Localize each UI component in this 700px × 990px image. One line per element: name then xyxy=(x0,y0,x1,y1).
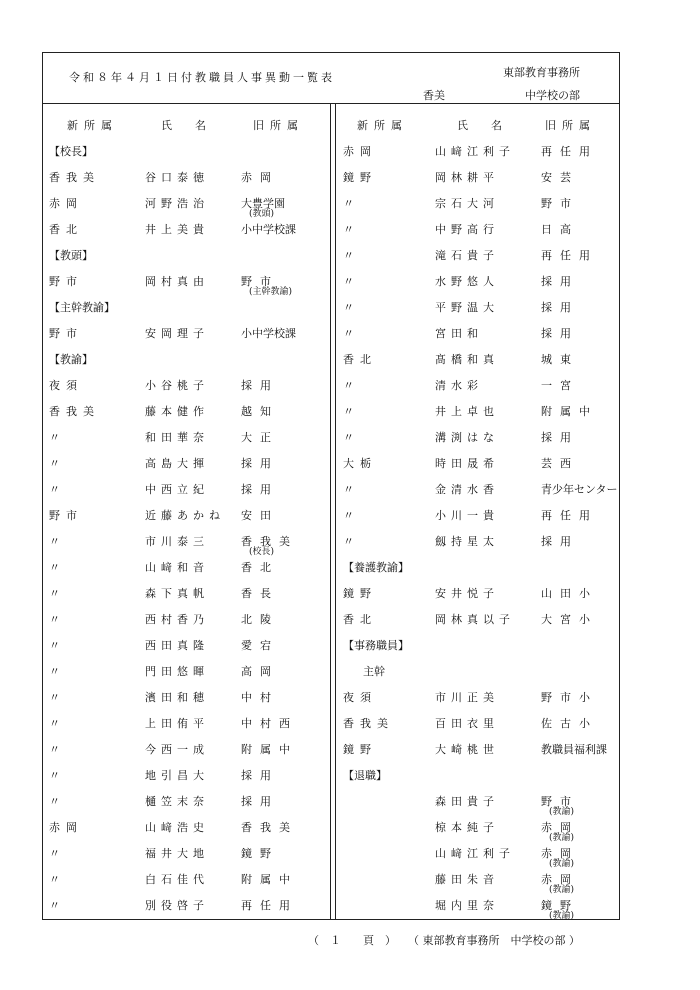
staff-name: 和田華奈 xyxy=(145,431,209,444)
table-row xyxy=(43,145,621,171)
old-affiliation: 鏡野 xyxy=(241,847,279,860)
staff-name: 井上卓也 xyxy=(435,405,499,418)
staff-name: 森下真帆 xyxy=(145,587,209,600)
former-position-note: (主幹教諭) xyxy=(249,287,293,297)
staff-name: 森田貴子 xyxy=(435,795,499,808)
staff-name: 岡林真以子 xyxy=(435,613,515,626)
table-row xyxy=(43,899,621,925)
old-affiliation: 採用 xyxy=(241,457,279,470)
category-label: 【養護教諭】 xyxy=(343,561,409,574)
staff-name: 大崎桃世 xyxy=(435,743,499,756)
table-row xyxy=(43,535,621,561)
former-position-note: (教頭) xyxy=(249,209,275,219)
old-affiliation: 高岡 xyxy=(241,665,279,678)
new-affiliation: 〃 xyxy=(343,327,360,340)
old-affiliation: 越知 xyxy=(241,405,279,418)
new-affiliation: 〃 xyxy=(343,197,360,210)
staff-name: 濱田和穂 xyxy=(145,691,209,704)
staff-name: 宗石大河 xyxy=(435,197,499,210)
left-header-new: 新所属 xyxy=(67,119,118,132)
table-row xyxy=(43,691,621,717)
category-heading xyxy=(43,639,621,665)
new-affiliation: 〃 xyxy=(49,587,66,600)
table-row xyxy=(43,301,621,327)
table-row xyxy=(43,405,621,431)
old-affiliation: 香我美 xyxy=(241,821,298,834)
staff-name: 平野温大 xyxy=(435,301,499,314)
new-affiliation: 夜須 xyxy=(343,691,377,704)
staff-name: 中西立紀 xyxy=(145,483,209,496)
header-divider xyxy=(43,103,619,104)
footer-office: （ 東部教育事務所 中学校の部 ） xyxy=(408,934,580,947)
old-affiliation: 再任用 xyxy=(541,145,598,158)
old-affiliation: 山田小 xyxy=(541,587,598,600)
staff-name: 髙橋和真 xyxy=(435,353,499,366)
staff-name: 小川一貴 xyxy=(435,509,499,522)
old-affiliation: 香我美 xyxy=(241,535,298,548)
staff-name: 福井大地 xyxy=(145,847,209,860)
region-name: 香美 xyxy=(423,89,445,102)
old-affiliation: 北陵 xyxy=(241,613,279,626)
new-affiliation: 〃 xyxy=(49,847,66,860)
staff-name: 岡村真由 xyxy=(145,275,209,288)
category-label: 【退職】 xyxy=(343,769,387,782)
new-affiliation: 香北 xyxy=(343,613,377,626)
document-title: 令和８年４月１日付教職員人事異動一覧表 xyxy=(69,71,335,84)
old-affiliation: 採用 xyxy=(541,431,579,444)
table-row xyxy=(43,249,621,275)
staff-name: 清水彩 xyxy=(435,379,483,392)
staff-name: 藤本健作 xyxy=(145,405,209,418)
staff-name: 河野浩治 xyxy=(145,197,209,210)
new-affiliation: 野市 xyxy=(49,327,83,340)
former-position-note: (教諭) xyxy=(549,911,575,921)
category-heading xyxy=(43,561,621,587)
staff-name: 白石佳代 xyxy=(145,873,209,886)
new-affiliation: 香我美 xyxy=(343,717,394,730)
right-header-new: 新所属 xyxy=(357,119,408,132)
new-affiliation: 〃 xyxy=(343,405,360,418)
staff-name: 井上美貴 xyxy=(145,223,209,236)
old-affiliation: 中村西 xyxy=(241,717,298,730)
category-heading xyxy=(43,665,621,691)
new-affiliation: 〃 xyxy=(49,873,66,886)
category-heading xyxy=(43,769,621,795)
old-affiliation: 野市 xyxy=(541,795,579,808)
staff-name: 上田侑平 xyxy=(145,717,209,730)
table-row xyxy=(43,509,621,535)
category-label: 主幹 xyxy=(363,665,385,678)
staff-name: 水野悠人 xyxy=(435,275,499,288)
old-affiliation: 採用 xyxy=(241,795,279,808)
section-name: 中学校の部 xyxy=(525,89,580,102)
old-affiliation: 採用 xyxy=(541,535,579,548)
new-affiliation: 〃 xyxy=(49,743,66,756)
office-name: 東部教育事務所 xyxy=(503,66,580,79)
staff-name: 市川泰三 xyxy=(145,535,209,548)
old-affiliation: 再任用 xyxy=(541,249,598,262)
old-affiliation: 野市 xyxy=(541,197,579,210)
new-affiliation: 〃 xyxy=(49,535,66,548)
table-row xyxy=(43,379,621,405)
new-affiliation: 鏡野 xyxy=(343,171,377,184)
old-affiliation: 安芸 xyxy=(541,171,579,184)
old-affiliation: 香長 xyxy=(241,587,279,600)
staff-name: 椋本純子 xyxy=(435,821,499,834)
table-row xyxy=(43,743,621,769)
new-affiliation: 〃 xyxy=(343,535,360,548)
category-label: 【主幹教諭】 xyxy=(49,301,115,314)
new-affiliation: 香北 xyxy=(343,353,377,366)
staff-name: 門田悠暉 xyxy=(145,665,209,678)
staff-name: 百田衣里 xyxy=(435,717,499,730)
staff-name: 岡林耕平 xyxy=(435,171,499,184)
new-affiliation: 野市 xyxy=(49,275,83,288)
table-row xyxy=(43,483,621,509)
table-row xyxy=(43,431,621,457)
table-row xyxy=(43,457,621,483)
new-affiliation: 鏡野 xyxy=(343,587,377,600)
old-affiliation: 教職員福利課 xyxy=(541,743,607,756)
old-affiliation: 附属中 xyxy=(541,405,598,418)
table-row xyxy=(43,795,621,821)
staff-name: 溝渕はな xyxy=(435,431,499,444)
new-affiliation: 〃 xyxy=(49,561,66,574)
staff-name: 中野高行 xyxy=(435,223,499,236)
staff-name: 近藤あかね xyxy=(145,509,225,522)
old-affiliation: 野市小 xyxy=(541,691,598,704)
staff-name: 藤田朱音 xyxy=(435,873,499,886)
table-row xyxy=(43,327,621,353)
staff-name: 高島大揮 xyxy=(145,457,209,470)
staff-name: 樋笠末奈 xyxy=(145,795,209,808)
table-row xyxy=(43,847,621,873)
new-affiliation: 〃 xyxy=(49,899,66,912)
new-affiliation: 〃 xyxy=(49,613,66,626)
category-label: 【教諭】 xyxy=(49,353,93,366)
new-affiliation: 赤岡 xyxy=(49,821,83,834)
old-affiliation: 中村 xyxy=(241,691,279,704)
new-affiliation: 〃 xyxy=(343,223,360,236)
table-row xyxy=(43,717,621,743)
left-header-old: 旧所属 xyxy=(253,119,304,132)
new-affiliation: 〃 xyxy=(343,249,360,262)
old-affiliation: 城東 xyxy=(541,353,579,366)
table-row xyxy=(43,197,621,223)
old-affiliation: 採用 xyxy=(541,327,579,340)
old-affiliation: 附属中 xyxy=(241,743,298,756)
new-affiliation: 〃 xyxy=(343,431,360,444)
old-affiliation: 大豊学園 xyxy=(241,197,285,210)
new-affiliation: 大栃 xyxy=(343,457,377,470)
old-affiliation: 再任用 xyxy=(241,899,298,912)
old-affiliation: 愛宕 xyxy=(241,639,279,652)
staff-name: 小谷桃子 xyxy=(145,379,209,392)
old-affiliation: 附属中 xyxy=(241,873,298,886)
new-affiliation: 〃 xyxy=(343,379,360,392)
new-affiliation: 香我美 xyxy=(49,405,100,418)
new-affiliation: 香北 xyxy=(49,223,83,236)
old-affiliation: 採用 xyxy=(241,379,279,392)
old-affiliation: 安田 xyxy=(241,509,279,522)
staff-name: 金清水香 xyxy=(435,483,499,496)
new-affiliation: 〃 xyxy=(49,457,66,470)
table-row xyxy=(43,275,621,301)
former-position-note: (教諭) xyxy=(549,885,575,895)
new-affiliation: 香我美 xyxy=(49,171,100,184)
new-affiliation: 〃 xyxy=(49,769,66,782)
right-header-name: 氏 名 xyxy=(457,119,508,132)
table-row xyxy=(43,171,621,197)
new-affiliation: 〃 xyxy=(343,483,360,496)
staff-name: 谷口泰徳 xyxy=(145,171,209,184)
category-label: 【事務職員】 xyxy=(343,639,409,652)
old-affiliation: 採用 xyxy=(241,483,279,496)
old-affiliation: 青少年センター xyxy=(541,483,618,496)
old-affiliation: 採用 xyxy=(541,275,579,288)
new-affiliation: 夜須 xyxy=(49,379,83,392)
former-position-note: (教諭) xyxy=(549,833,575,843)
old-affiliation: 小中学校課 xyxy=(241,223,296,236)
new-affiliation: 〃 xyxy=(49,717,66,730)
table-row xyxy=(43,873,621,899)
page-number: （ １ 頁 ） xyxy=(308,934,396,947)
staff-name: 地引昌大 xyxy=(145,769,209,782)
old-affiliation: 一宮 xyxy=(541,379,579,392)
staff-name: 西村香乃 xyxy=(145,613,209,626)
staff-name: 安井悦子 xyxy=(435,587,499,600)
former-position-note: (校長) xyxy=(249,547,275,557)
old-affiliation: 赤岡 xyxy=(241,171,279,184)
new-affiliation: 〃 xyxy=(49,795,66,808)
staff-name: 滝石貴子 xyxy=(435,249,499,262)
staff-name: 今西一成 xyxy=(145,743,209,756)
staff-name: 時田晟希 xyxy=(435,457,499,470)
old-affiliation: 赤岡 xyxy=(541,847,579,860)
category-label: 【校長】 xyxy=(49,145,93,158)
new-affiliation: 〃 xyxy=(49,691,66,704)
former-position-note: (教諭) xyxy=(549,859,575,869)
category-label: 【教頭】 xyxy=(49,249,93,262)
staff-name: 山﨑江利子 xyxy=(435,847,515,860)
table-row xyxy=(43,613,621,639)
former-position-note: (教諭) xyxy=(549,807,575,817)
staff-name: 劔持星太 xyxy=(435,535,499,548)
document-table xyxy=(42,52,620,920)
old-affiliation: 佐古小 xyxy=(541,717,598,730)
old-affiliation: 野市 xyxy=(241,275,279,288)
new-affiliation: 〃 xyxy=(343,301,360,314)
old-affiliation: 香北 xyxy=(241,561,279,574)
staff-name: 堀内里奈 xyxy=(435,899,499,912)
table-row xyxy=(43,223,621,249)
staff-name: 宮田和 xyxy=(435,327,483,340)
old-affiliation: 大宮小 xyxy=(541,613,598,626)
old-affiliation: 再任用 xyxy=(541,509,598,522)
right-header-old: 旧所属 xyxy=(545,119,596,132)
staff-name: 安岡理子 xyxy=(145,327,209,340)
old-affiliation: 小中学校課 xyxy=(241,327,296,340)
old-affiliation: 採用 xyxy=(541,301,579,314)
old-affiliation: 鏡野 xyxy=(541,899,579,912)
old-affiliation: 赤岡 xyxy=(541,873,579,886)
new-affiliation: 〃 xyxy=(49,665,66,678)
old-affiliation: 芸西 xyxy=(541,457,579,470)
table-row xyxy=(43,821,621,847)
new-affiliation: 〃 xyxy=(49,431,66,444)
staff-name: 山﨑和音 xyxy=(145,561,209,574)
old-affiliation: 赤岡 xyxy=(541,821,579,834)
new-affiliation: 〃 xyxy=(49,639,66,652)
new-affiliation: 〃 xyxy=(49,483,66,496)
table-row xyxy=(43,353,621,379)
old-affiliation: 日高 xyxy=(541,223,579,236)
staff-name: 西田真隆 xyxy=(145,639,209,652)
new-affiliation: 赤岡 xyxy=(49,197,83,210)
staff-name: 別役啓子 xyxy=(145,899,209,912)
staff-name: 市川正美 xyxy=(435,691,499,704)
staff-name: 山﨑浩史 xyxy=(145,821,209,834)
new-affiliation: 鏡野 xyxy=(343,743,377,756)
old-affiliation: 大正 xyxy=(241,431,279,444)
staff-name: 山﨑江利子 xyxy=(435,145,515,158)
new-affiliation: 〃 xyxy=(343,275,360,288)
old-affiliation: 採用 xyxy=(241,769,279,782)
new-affiliation: 赤岡 xyxy=(343,145,377,158)
new-affiliation: 〃 xyxy=(343,509,360,522)
new-affiliation: 野市 xyxy=(49,509,83,522)
left-header-name: 氏 名 xyxy=(161,119,212,132)
table-row xyxy=(43,587,621,613)
